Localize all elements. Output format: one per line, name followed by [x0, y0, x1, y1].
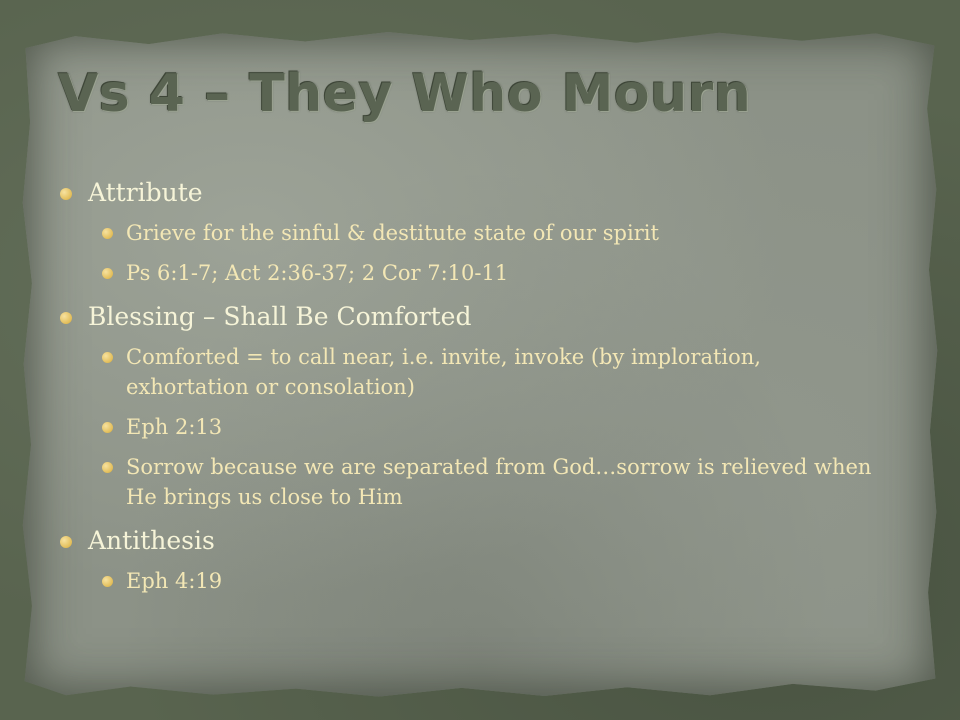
sub-point — [60, 412, 880, 442]
sub-point — [60, 452, 880, 512]
sub-list — [60, 218, 880, 288]
bullet-dot-icon — [102, 228, 113, 239]
section-heading — [60, 176, 880, 210]
sub-point — [60, 566, 880, 596]
sub-point — [60, 258, 880, 288]
section-antithesis — [60, 524, 880, 596]
sub-point-text: Eph 2:13 — [126, 415, 223, 439]
sub-point-text: Eph 4:19 — [126, 569, 223, 593]
sub-list — [60, 566, 880, 596]
sub-point-text: Ps 6:1-7; Act 2:36-37; 2 Cor 7:10-11 — [126, 261, 509, 285]
sub-point-text: Comforted = to call near, i.e. invite, invoke (by imploration, exhortation or consolation) — [126, 345, 761, 399]
section-heading-text: Blessing – Shall Be Comforted — [88, 302, 472, 331]
bullet-dot-icon — [102, 576, 113, 587]
section-heading — [60, 300, 880, 334]
bullet-dot-icon — [102, 352, 113, 363]
sub-point-text: Sorrow because we are separated from God…sorrow is relieved when He brings us close to Him — [126, 455, 872, 509]
bullet-dot-icon — [102, 422, 113, 433]
section-heading — [60, 524, 880, 558]
slide-content — [60, 176, 880, 608]
sub-point — [60, 342, 880, 402]
bullet-dot-icon — [60, 536, 72, 548]
bullet-dot-icon — [102, 268, 113, 279]
sub-point — [60, 218, 880, 248]
slide-title: Vs 4 – They Who Mourn — [58, 64, 752, 124]
sub-point-text: Grieve for the sinful & destitute state of our spirit — [126, 221, 659, 245]
section-heading-text: Antithesis — [88, 526, 215, 555]
section-attribute — [60, 176, 880, 288]
section-heading-text: Attribute — [88, 178, 203, 207]
bullet-dot-icon — [102, 462, 113, 473]
bullet-dot-icon — [60, 188, 72, 200]
bullet-list — [60, 176, 880, 596]
section-blessing — [60, 300, 880, 512]
sub-list — [60, 342, 880, 512]
bullet-dot-icon — [60, 312, 72, 324]
